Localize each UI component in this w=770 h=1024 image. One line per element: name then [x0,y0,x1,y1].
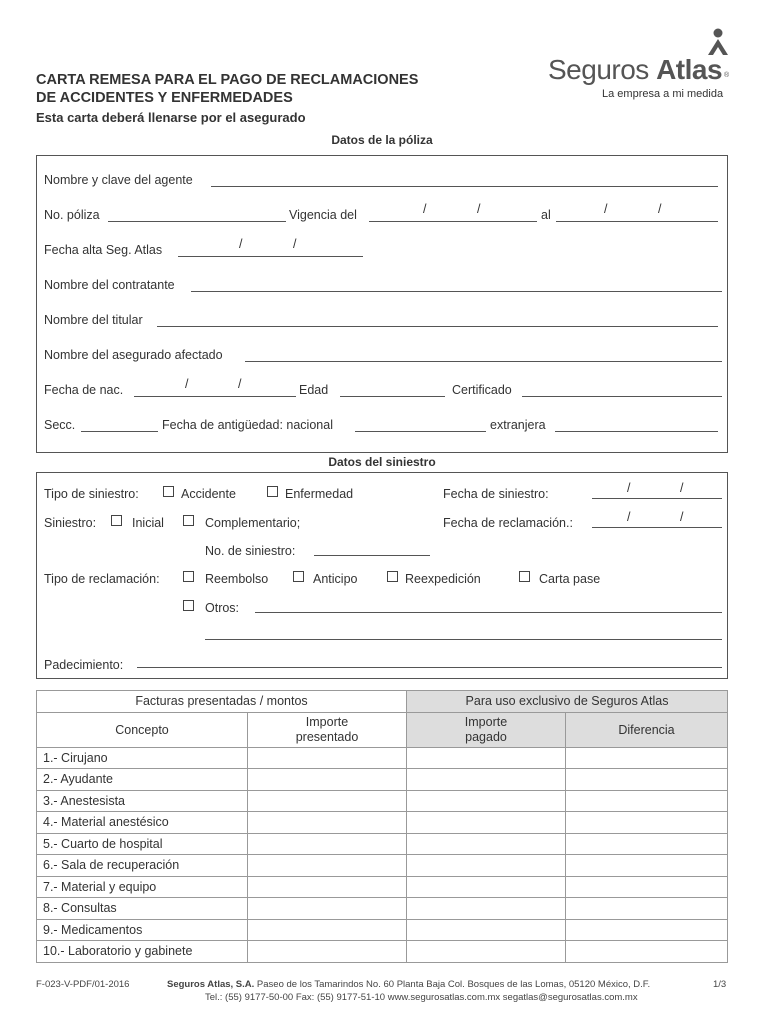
diferencia-cell[interactable] [566,747,728,769]
facturas-table [36,690,728,963]
importe-pagado-cell[interactable] [407,919,566,941]
importe-pagado-cell[interactable] [407,769,566,791]
complementario-label: Complementario; [205,516,301,530]
no-poliza-label: No. póliza [44,208,100,222]
inicial-label: Inicial [132,516,164,530]
accidente-checkbox[interactable] [163,486,174,497]
otros-label: Otros: [205,601,240,615]
diferencia-cell[interactable] [566,855,728,877]
table-row [37,747,728,769]
certificado-label: Certificado [452,383,512,397]
padecimiento-field[interactable] [137,667,722,668]
page-number: 1/3 [713,979,727,990]
siniestro-heading: Datos del siniestro [328,455,436,469]
form-subtitle: Esta carta deberá llenarse por el asegurado [36,110,306,125]
importe-presentado-cell[interactable] [248,898,407,920]
seguros-atlas-logo: Seguros Atlas ® La empresa a mi medida [548,28,738,102]
facturas-header: Facturas presentadas / montos [37,691,407,713]
padecimiento-label: Padecimiento: [44,658,124,672]
agente-label: Nombre y clave del agente [44,173,193,187]
concepto-cell: 10.- Laboratorio y gabinete [37,941,248,963]
importe-pagado-cell[interactable] [407,855,566,877]
antiguedad-nacional-field[interactable] [355,431,486,432]
no-siniestro-field[interactable] [314,555,430,556]
table-row [37,812,728,834]
titular-field[interactable] [157,326,718,327]
form-code: F-023-V-PDF/01-2016 [36,979,130,990]
antiguedad-extranjera-field[interactable] [555,431,718,432]
edad-label: Edad [299,383,329,397]
diferencia-cell[interactable] [566,812,728,834]
importe-pagado-cell[interactable] [407,898,566,920]
importe-presentado-cell[interactable] [248,769,407,791]
importe-presentado-cell[interactable] [248,747,407,769]
footer-address: Seguros Atlas, S.A. Paseo de los Tamarindos No. 60 Planta Baja Col. Bosques de las Lomas, 05120 México, D.F. [167,979,651,990]
otros-checkbox[interactable] [183,600,194,611]
fecha-alta-field[interactable] [178,256,363,257]
diferencia-cell[interactable] [566,790,728,812]
importe-pagado-cell[interactable] [407,790,566,812]
diferencia-cell[interactable] [566,919,728,941]
fecha-nac-label: Fecha de nac. [44,383,124,397]
antiguedad-label: Fecha de antigüedad: nacional [162,418,333,432]
asegurado-label: Nombre del asegurado afectado [44,348,223,362]
concepto-cell: 6.- Sala de recuperación [37,855,248,877]
poliza-section [36,155,728,453]
diferencia-cell[interactable] [566,941,728,963]
importe-pagado-cell[interactable] [407,833,566,855]
inicial-checkbox[interactable] [111,515,122,526]
diferencia-cell[interactable] [566,833,728,855]
concepto-cell: 7.- Material y equipo [37,876,248,898]
diferencia-col-header: Diferencia [566,712,728,747]
fecha-nac-field[interactable] [134,396,296,397]
concepto-cell: 9.- Medicamentos [37,919,248,941]
table-row [37,769,728,791]
importe-pagado-cell[interactable] [407,747,566,769]
agente-field[interactable] [211,186,718,187]
diferencia-cell[interactable] [566,876,728,898]
no-poliza-field[interactable] [108,221,286,222]
importe-pagado-col-header: Importe pagado [407,712,566,747]
complementario-checkbox[interactable] [183,515,194,526]
atlas-figure-icon [706,28,730,56]
table-row [37,790,728,812]
no-siniestro-label: No. de siniestro: [205,544,296,558]
anticipo-checkbox[interactable] [293,571,304,582]
diferencia-cell[interactable] [566,898,728,920]
secc-field[interactable] [81,431,158,432]
reembolso-checkbox[interactable] [183,571,194,582]
concepto-col-header: Concepto [37,712,248,747]
al-label: al [541,208,551,222]
importe-presentado-cell[interactable] [248,790,407,812]
anticipo-label: Anticipo [313,572,358,586]
siniestro-label: Siniestro: [44,516,97,530]
poliza-heading: Datos de la póliza [331,133,433,147]
table-row [37,876,728,898]
asegurado-field[interactable] [245,361,722,362]
reexpedicion-checkbox[interactable] [387,571,398,582]
concepto-cell: 4.- Material anestésico [37,812,248,834]
otros-field[interactable] [255,612,722,613]
uso-exclusivo-header: Para uso exclusivo de Seguros Atlas [407,691,728,713]
importe-pagado-cell[interactable] [407,876,566,898]
carta-pase-checkbox[interactable] [519,571,530,582]
fecha-reclamacion-label: Fecha de reclamación.: [443,516,573,530]
contratante-label: Nombre del contratante [44,278,175,292]
titular-label: Nombre del titular [44,313,143,327]
reembolso-label: Reembolso [205,572,269,586]
concepto-cell: 3.- Anestesista [37,790,248,812]
vigencia-desde-field[interactable] [369,221,537,222]
importe-presentado-cell[interactable] [248,919,407,941]
extranjera-label: extranjera [490,418,546,432]
carta-pase-label: Carta pase [539,572,601,586]
concepto-cell: 2.- Ayudante [37,769,248,791]
form-title: CARTA REMESA PARA EL PAGO DE RECLAMACIONES DE ACCIDENTES Y ENFERMEDADES [36,72,419,106]
importe-presentado-cell[interactable] [248,833,407,855]
importe-pagado-cell[interactable] [407,941,566,963]
tipo-reclamacion-label: Tipo de reclamación: [44,572,160,586]
table-row [37,941,728,963]
importe-pagado-cell[interactable] [407,812,566,834]
contratante-field[interactable] [191,291,722,292]
table-row [37,919,728,941]
concepto-cell: 1.- Cirujano [37,747,248,769]
fecha-reclamacion-field[interactable] [592,527,722,528]
fecha-siniestro-label: Fecha de siniestro: [443,487,549,501]
concepto-cell: 8.- Consultas [37,898,248,920]
diferencia-cell[interactable] [566,769,728,791]
importe-presentado-cell[interactable] [248,941,407,963]
table-row [37,833,728,855]
importe-presentado-cell[interactable] [248,855,407,877]
edad-field[interactable] [340,396,445,397]
enfermedad-label: Enfermedad [285,487,354,501]
concepto-cell: 5.- Cuarto de hospital [37,833,248,855]
table-row [37,898,728,920]
footer-contact: Tel.: (55) 9177-50-00 Fax: (55) 9177-51-10 www.segurosatlas.com.mx segatlas@segurosatlas.com.mx [205,992,638,1003]
importe-presentado-cell[interactable] [248,812,407,834]
otros-field-line2[interactable] [205,639,722,640]
enfermedad-checkbox[interactable] [267,486,278,497]
vigencia-hasta-field[interactable] [556,221,718,222]
reexpedicion-label: Reexpedición [405,572,481,586]
tipo-siniestro-label: Tipo de siniestro: [44,487,139,501]
fecha-siniestro-field[interactable] [592,498,722,499]
importe-presentado-col-header: Importe presentado [248,712,407,747]
secc-label: Secc. [44,418,76,432]
certificado-field[interactable] [522,396,722,397]
fecha-alta-label: Fecha alta Seg. Atlas [44,243,163,257]
table-row [37,855,728,877]
vigencia-label: Vigencia del [289,208,357,222]
accidente-label: Accidente [181,487,236,501]
importe-presentado-cell[interactable] [248,876,407,898]
